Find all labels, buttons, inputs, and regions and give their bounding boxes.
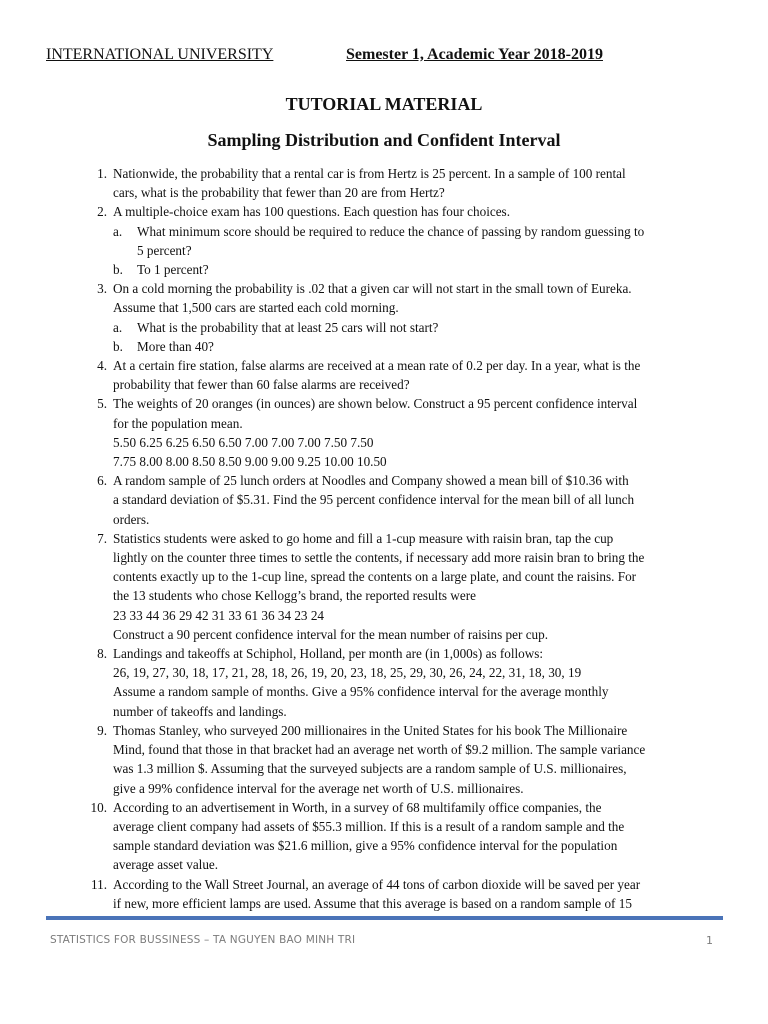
sub-question-label: b.: [113, 338, 123, 354]
sub-question-label: a.: [113, 223, 123, 239]
footer-divider: [46, 916, 723, 920]
question-number: 10.: [90, 799, 107, 815]
question-item: [88, 202, 723, 279]
question-text-line: According to an advertisement in Worth, in a survey of 68 multifamily office companies, the: [113, 799, 602, 815]
question-text-line: 5.50 6.25 6.25 6.50 6.50 7.00 7.00 7.00 7.50 7.50: [113, 434, 374, 450]
question-number: 9.: [97, 722, 107, 738]
question-number: 8.: [97, 646, 107, 662]
question-number: 7.: [97, 530, 107, 546]
sub-question-text-line: To 1 percent?: [137, 262, 209, 278]
sub-question: [113, 318, 723, 337]
sub-question: [113, 337, 723, 356]
question-text-line: Nationwide, the probability that a rental car is from Hertz is 25 percent. In a sample of 100 rental: [113, 166, 626, 181]
question-item: [88, 644, 723, 721]
question-text-line: average asset value.: [113, 857, 219, 873]
question-text-line: 23 33 44 36 29 42 31 33 61 36 34 23 24: [113, 607, 324, 623]
question-text-line: Mind, found that those in that bracket had an average net worth of $9.2 million. The sample variance: [113, 742, 646, 758]
question-text-line: lightly on the counter three times to settle the contents, if necessary add more raisin bran to bring the: [113, 550, 645, 566]
sub-question: [113, 260, 723, 279]
question-text-line: A random sample of 25 lunch orders at Noodles and Company showed a mean bill of $10.36 with: [113, 473, 629, 489]
question-item: [88, 279, 723, 356]
question-number: 1.: [97, 166, 107, 181]
question-number: 6.: [97, 473, 107, 489]
question-text-line: Landings and takeoffs at Schiphol, Holland, per month are (in 1,000s) as follows:: [113, 646, 544, 662]
question-text-line: Statistics students were asked to go home and fill a 1-cup measure with raisin bran, tap the cup: [113, 530, 614, 546]
question-text-line: The weights of 20 oranges (in ounces) are shown below. Construct a 95 percent confidence interval: [113, 396, 638, 412]
question-text-line: 7.75 8.00 8.00 8.50 8.50 9.00 9.00 9.25 10.00 10.50: [113, 454, 387, 470]
sub-question-text-line: What minimum score should be required to reduce the chance of passing by random guessing to: [137, 223, 645, 239]
question-text-line: sample standard deviation was $21.6 million, give a 95% confidence interval for the population: [113, 838, 618, 854]
question-text-line: average client company had assets of $55.3 million. If this is a result of a random sample and the: [113, 818, 625, 834]
question-item: [88, 875, 723, 913]
question-item: [88, 356, 723, 394]
document-title: TUTORIAL MATERIAL: [285, 94, 483, 114]
question-number: 3.: [97, 281, 107, 297]
question-text-line: number of takeoffs and landings.: [113, 703, 287, 719]
sub-question-text-line: 5 percent?: [137, 242, 192, 258]
question-text-line: A multiple-choice exam has 100 questions. Each question has four choices.: [113, 204, 510, 220]
page-number: 1: [706, 934, 713, 947]
question-text-line: 26, 19, 27, 30, 18, 17, 21, 28, 18, 26, 19, 20, 23, 18, 25, 29, 30, 26, 24, 22, 31, 18, 30, 19: [113, 665, 582, 681]
question-item: [88, 471, 723, 529]
question-text-line: At a certain fire station, false alarms are received at a mean rate of 0.2 per day. In a year, what is the: [113, 358, 641, 374]
question-text-line: for the population mean.: [113, 415, 243, 431]
question-text-line: orders.: [113, 511, 150, 527]
question-text-line: On a cold morning the probability is .02 that a given car will not start in the small town of Eureka.: [113, 281, 632, 297]
sub-question-text-line: More than 40?: [137, 338, 214, 354]
footer-course: STATISTICS FOR BUSSINESS – TA NGUYEN BAO MINH TRI: [50, 934, 356, 946]
question-list: [88, 164, 723, 913]
question-text-line: Assume that 1,500 cars are started each cold morning.: [113, 300, 399, 316]
question-text-line: Construct a 90 percent confidence interval for the mean number of raisins per cup.: [113, 626, 549, 642]
sub-question-label: a.: [113, 319, 123, 335]
question-number: 5.: [97, 396, 107, 412]
question-text-line: give a 99% confidence interval for the average net worth of U.S. millionaires.: [113, 780, 524, 796]
question-text-line: a standard deviation of $5.31. Find the 95 percent confidence interval for the mean bill of all lunch: [113, 492, 635, 508]
question-number: 11.: [91, 876, 107, 892]
question-text-line: if new, more efficient lamps are used. Assume that this average is based on a random sample of 15: [113, 895, 632, 911]
semester-label: Semester 1, Academic Year 2018-2019: [346, 46, 603, 63]
question-text-line: contents exactly up to the 1-cup line, spread the contents on a large plate, and count the raisins. For: [113, 569, 637, 585]
question-text-line: Assume a random sample of months. Give a 95% confidence interval for the average monthly: [113, 684, 609, 700]
sub-question-label: b.: [113, 262, 123, 278]
question-number: 2.: [97, 204, 107, 220]
question-item: [88, 394, 723, 471]
question-text-line: Thomas Stanley, who surveyed 200 millionaires in the United States for his book The Millionaire: [113, 722, 628, 738]
question-number: 4.: [97, 358, 107, 374]
sub-question-text-line: What is the probability that at least 25 cars will not start?: [137, 319, 439, 335]
question-item: [88, 798, 723, 875]
question-item: [88, 529, 723, 644]
question-text-line: the 13 students who chose Kellogg’s brand, the reported results were: [113, 588, 476, 604]
sub-question: [113, 222, 723, 260]
question-text-line: was 1.3 million $. Assuming that the surveyed subjects are a random sample of U.S. millionaires,: [113, 761, 627, 777]
question-item: [88, 721, 723, 798]
question-text-line: According to the Wall Street Journal, an average of 44 tons of carbon dioxide will be saved per year: [113, 876, 641, 892]
document-subtitle: Sampling Distribution and Confident Interval: [207, 130, 561, 150]
question-item: [88, 164, 723, 202]
page-header: [46, 46, 728, 70]
question-text-line: cars, what is the probability that fewer than 20 are from Hertz?: [113, 185, 445, 201]
question-text-line: probability that fewer than 60 false alarms are received?: [113, 377, 410, 393]
university-name: INTERNATIONAL UNIVERSITY: [46, 46, 274, 63]
